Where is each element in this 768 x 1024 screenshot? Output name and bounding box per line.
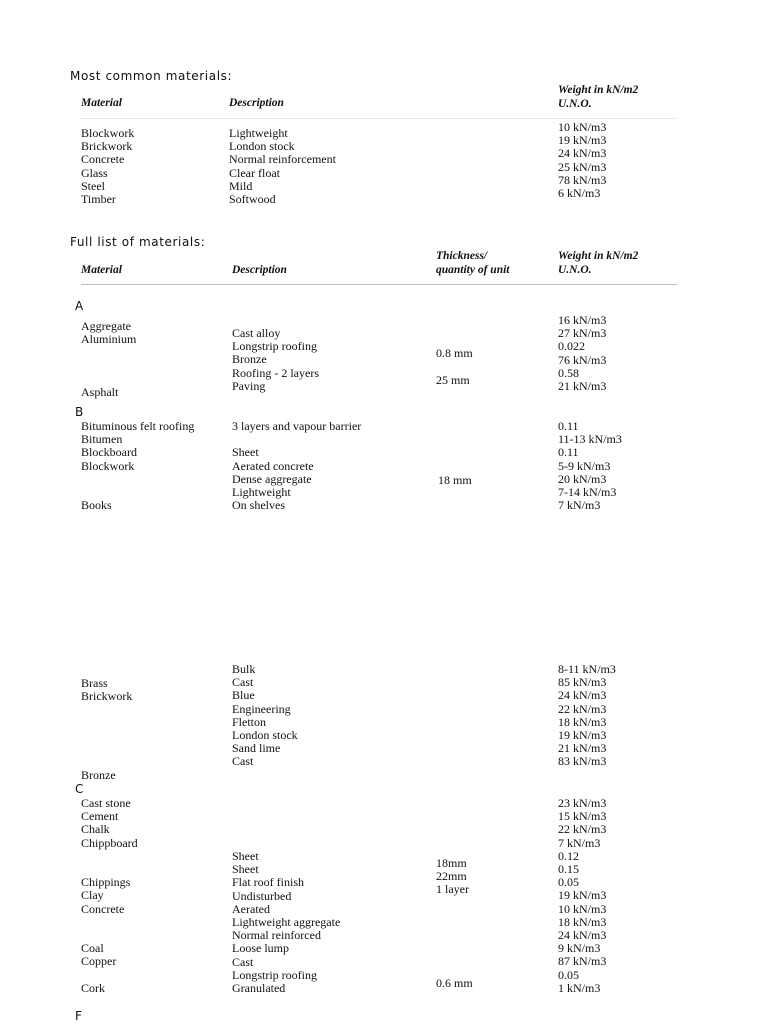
section-letter-a: A (75, 299, 84, 313)
common-col-weight: Weight in kN/m2 U.N.O. (558, 84, 639, 110)
common-header-rule (81, 118, 677, 119)
section-letter-b: B (75, 405, 84, 419)
section-b-thickness-1: 18 mm (438, 473, 472, 487)
section-letter-f: F (75, 1009, 82, 1023)
full-col-material: Material (81, 264, 122, 276)
section-c-thickness-2: 0.6 mm (436, 976, 473, 990)
section-b2-weight-list: 8-11 kN/m3 85 kN/m3 24 kN/m3 22 kN/m3 18 kN/m3 19 kN/m3 21 kN/m3 83 kN/m3 (558, 662, 616, 769)
section-c-weight-list: 23 kN/m3 15 kN/m3 22 kN/m3 7 kN/m3 0.12 0.15 0.05 19 kN/m3 10 kN/m3 18 kN/m3 24 kN/m3 9 kN/m3 87 kN/m3 0.05 1 kN/m3 (558, 796, 607, 995)
section-a-description-list: Cast alloy Longstrip roofing Bronze Roofing - 2 layers Paving (232, 326, 319, 393)
section-c-description-list: Sheet Sheet Flat roof finish Undisturbed Aerated Lightweight aggregate Normal reinforced Loose lump Cast Longstrip roofing Granulated (232, 849, 341, 996)
section-a-thickness-2: 25 mm (436, 373, 470, 387)
section-letter-c: C (75, 782, 84, 796)
section-a-material-list: Aggregate Aluminium Asphalt (81, 319, 137, 400)
full-col-thickness: Thickness/ quantity of unit (436, 250, 510, 276)
common-description-list: Lightweight London stock Normal reinforcement Clear float Mild Softwood (229, 126, 336, 207)
section-b-description-list: 3 layers and vapour barrier Sheet Aerated concrete Dense aggregate Lightweight On shelves (232, 419, 362, 513)
common-col-description: Description (229, 97, 284, 109)
full-materials-heading: Full list of materials: (70, 235, 206, 249)
common-col-material: Material (81, 97, 122, 109)
common-materials-heading: Most common materials: (70, 69, 233, 83)
full-col-weight: Weight in kN/m2 U.N.O. (558, 250, 639, 276)
section-c-material-list: Cast stone Cement Chalk Chippboard Chippings Clay Concrete Coal Copper Cork (81, 796, 138, 995)
section-a-thickness-1: 0.8 mm (436, 346, 473, 360)
section-c-thickness-1: 18mm 22mm 1 layer (436, 856, 469, 897)
common-weight-list: 10 kN/m3 19 kN/m3 24 kN/m3 25 kN/m3 78 kN/m3 6 kN/m3 (558, 120, 607, 201)
section-b-material-list: Bituminous felt roofing Bitumen Blockboard Blockwork Books (81, 419, 195, 513)
section-b2-material-list: Brass Brickwork Bronze (81, 676, 133, 783)
full-col-description: Description (232, 264, 287, 276)
full-header-rule (81, 284, 677, 285)
common-material-list: Blockwork Brickwork Concrete Glass Steel Timber (81, 126, 135, 207)
section-b-weight-list: 0.11 11-13 kN/m3 0.11 5-9 kN/m3 20 kN/m3 7-14 kN/m3 7 kN/m3 (558, 419, 622, 513)
section-b2-description-list: Bulk Cast Blue Engineering Fletton London stock Sand lime Cast (232, 662, 298, 769)
section-a-weight-list: 16 kN/m3 27 kN/m3 0.022 76 kN/m3 0.58 21 kN/m3 (558, 313, 607, 394)
